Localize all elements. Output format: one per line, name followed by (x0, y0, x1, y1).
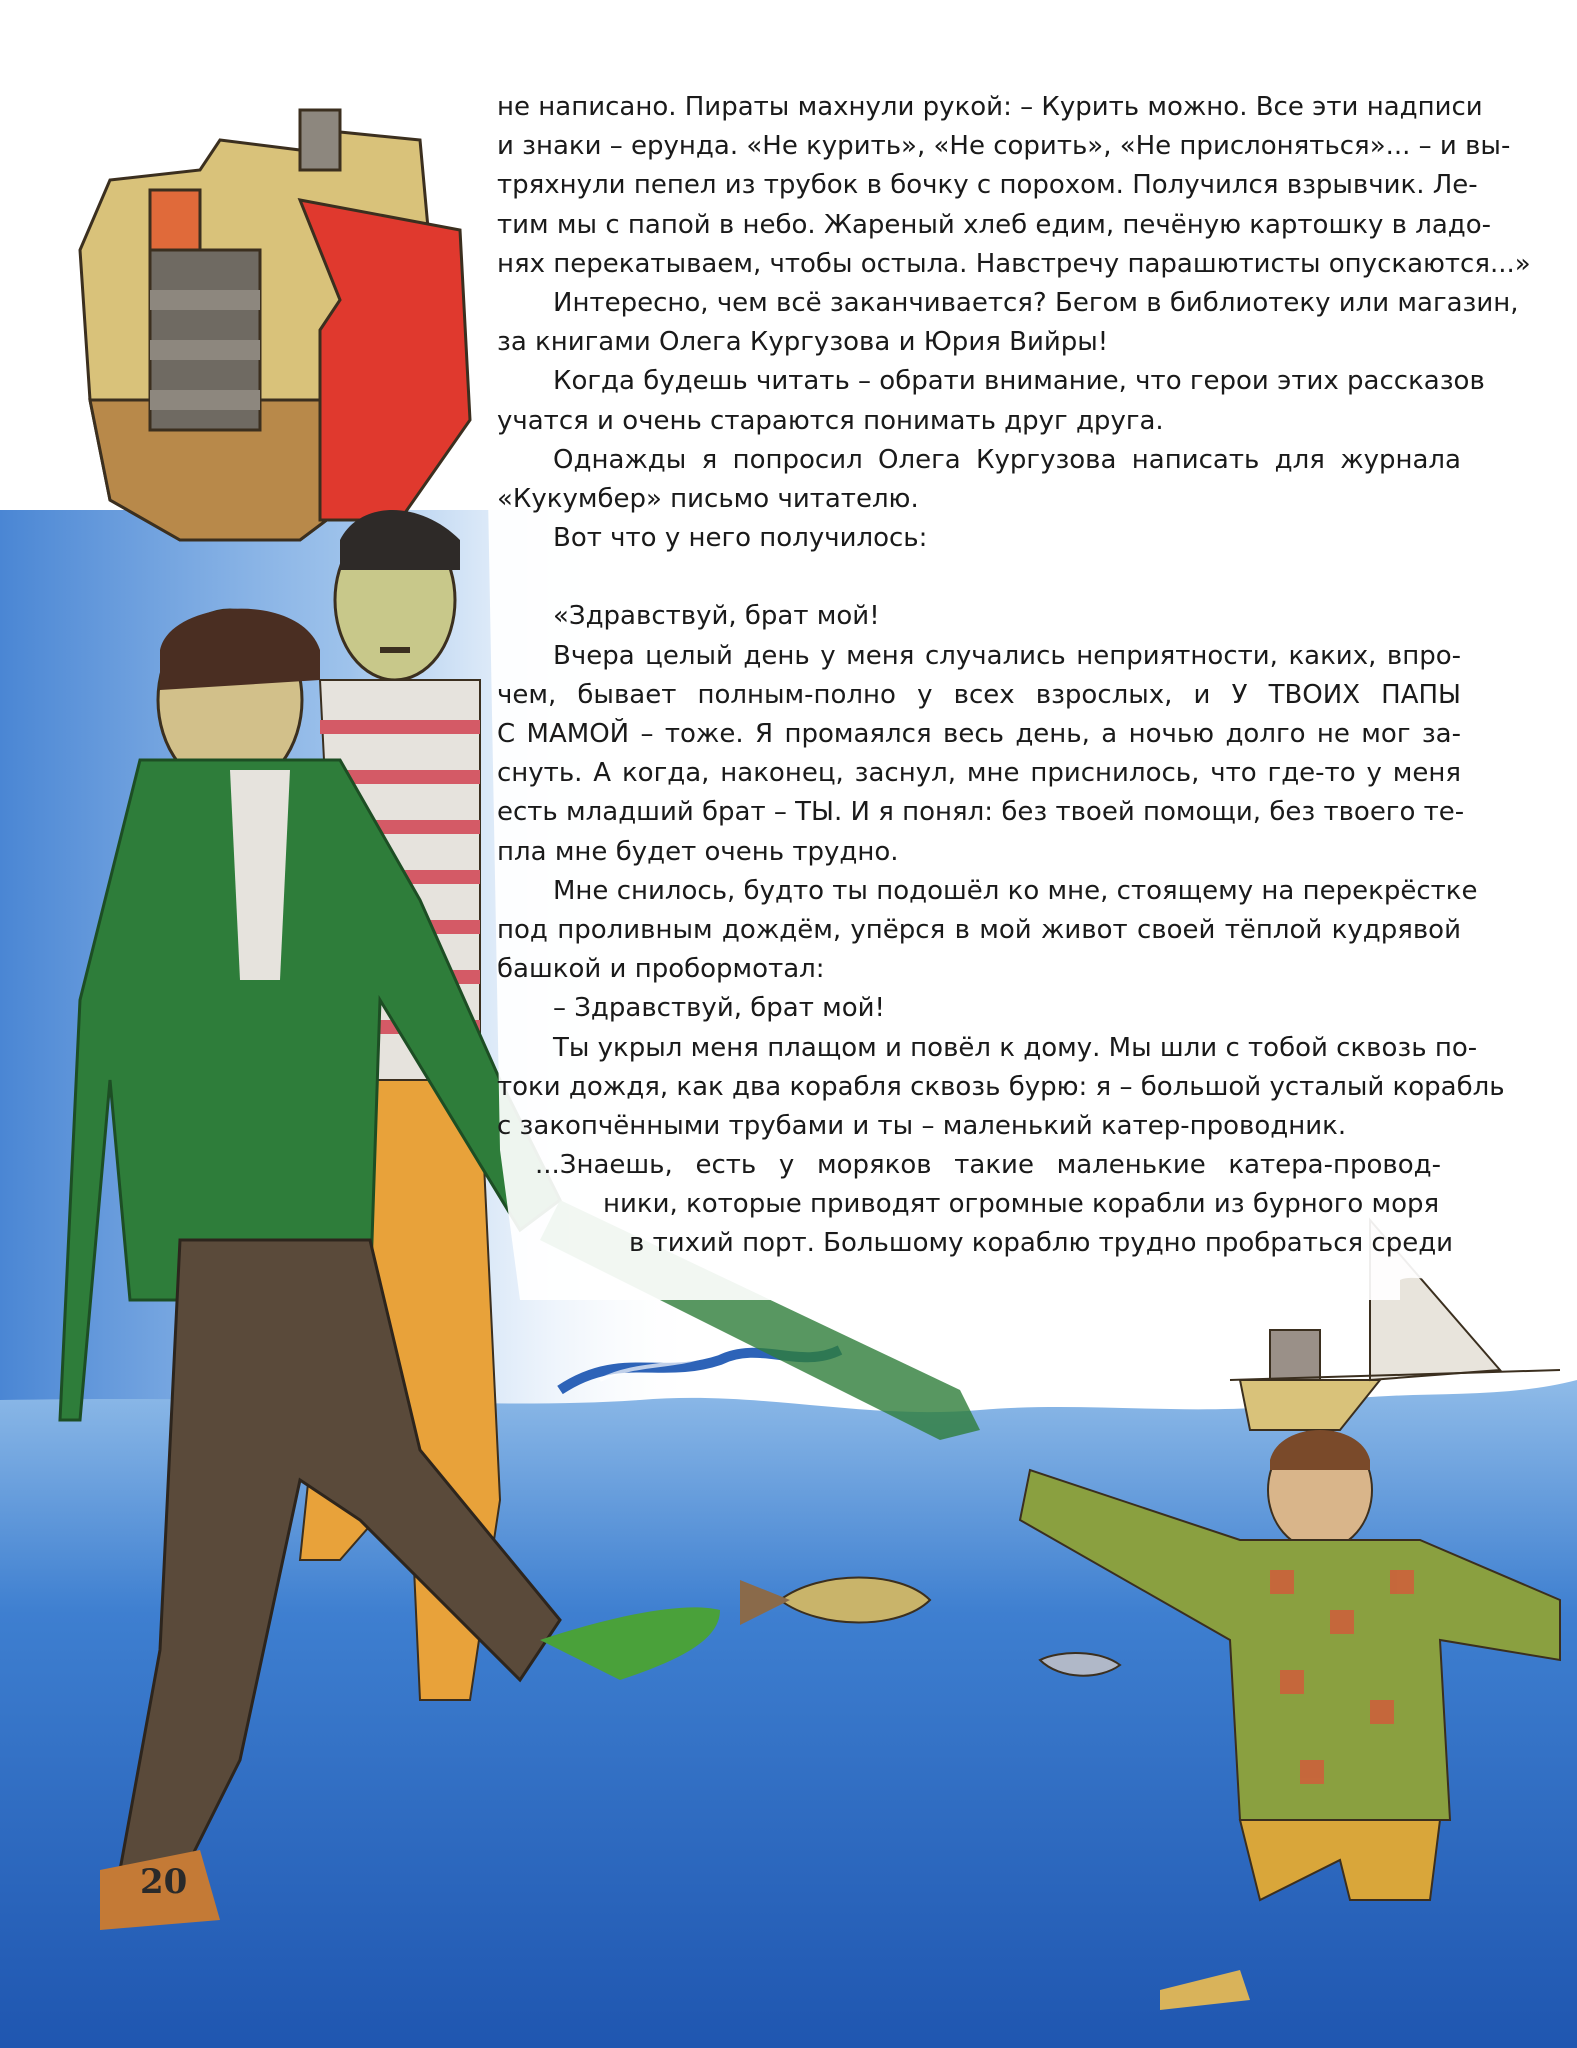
text-line: под проливным дождём, упёрся в мой живот своей тёплой кудрявой (497, 914, 1461, 945)
text-line: снуть. А когда, наконец, заснул, мне приснилось, что где-то у меня (497, 758, 1461, 789)
text-line: «Здравствуй, брат мой! (553, 601, 880, 632)
text-line: Интересно, чем всё заканчивается? Бегом в библиотеку или магазин, (553, 287, 1519, 318)
text-line: – Здравствуй, брат мой! (553, 993, 885, 1024)
text-line: Ты укрыл меня плащом и повёл к дому. Мы шли с тобой сквозь по- (553, 1032, 1478, 1063)
text-line: «Кукумбер» письмо читателю. (497, 483, 919, 514)
text-line: Вот что у него получилось: (553, 523, 928, 554)
text-line: в тихий порт. Большому кораблю трудно пробраться среди (629, 1228, 1454, 1259)
page-number: 20 (140, 1862, 188, 1902)
text-line: ники, которые приводят огромные корабли из бурного моря (603, 1189, 1440, 1220)
text-line: Вчера целый день у меня случались неприятности, каких, впро- (553, 640, 1461, 671)
text-line: тряхнули пепел из трубок в бочку с порохом. Получился взрывчик. Ле- (497, 170, 1478, 201)
text-line: за книгами Олега Кургузова и Юрия Вийры! (497, 327, 1109, 358)
article-text (497, 88, 1531, 1264)
blank-line (497, 558, 1461, 597)
text-line: есть младший брат – ТЫ. И я понял: без твоей помощи, без твоего те- (497, 797, 1465, 828)
text-line: тим мы с папой в небо. Жареный хлеб едим, печёную картошку в ладо- (497, 209, 1492, 240)
text-line: с закопчёнными трубами и ты – маленький катер-проводник. (497, 1110, 1347, 1141)
text-line: токи дождя, как два корабля сквозь бурю: я – большой усталый корабль (497, 1071, 1505, 1102)
text-line: С МАМОЙ – тоже. Я промаялся весь день, а ночью долго не мог за- (497, 719, 1461, 749)
text-line: ...Знаешь, есть у моряков такие маленькие катера-провод- (535, 1150, 1441, 1181)
text-line: пла мне будет очень трудно. (497, 836, 899, 867)
text-line: не написано. Пираты махнули рукой: – Курить можно. Все эти надписи (497, 92, 1483, 122)
text-line: и знаки – ерунда. «Не курить», «Не сорить», «Не прислоняться»... – и вы- (497, 131, 1511, 162)
text-line: учатся и очень стараются понимать друг друга. (497, 405, 1164, 436)
text-line: Когда будешь читать – обрати внимание, что герои этих рассказов (553, 366, 1485, 397)
text-line: башкой и пробормотал: (497, 954, 825, 985)
text-line: нях перекатываем, чтобы остыла. Навстречу парашютисты опускаются...» (497, 248, 1531, 279)
big-ship-icon (80, 110, 470, 540)
text-line: чем, бывает полным-полно у всех взрослых, и У ТВОИХ ПАПЫ (497, 679, 1461, 710)
text-line: Однажды я попросил Олега Кургузова написать для журнала (553, 444, 1461, 475)
text-line: Мне снилось, будто ты подошёл ко мне, стоящему на перекрёстке (553, 875, 1478, 906)
